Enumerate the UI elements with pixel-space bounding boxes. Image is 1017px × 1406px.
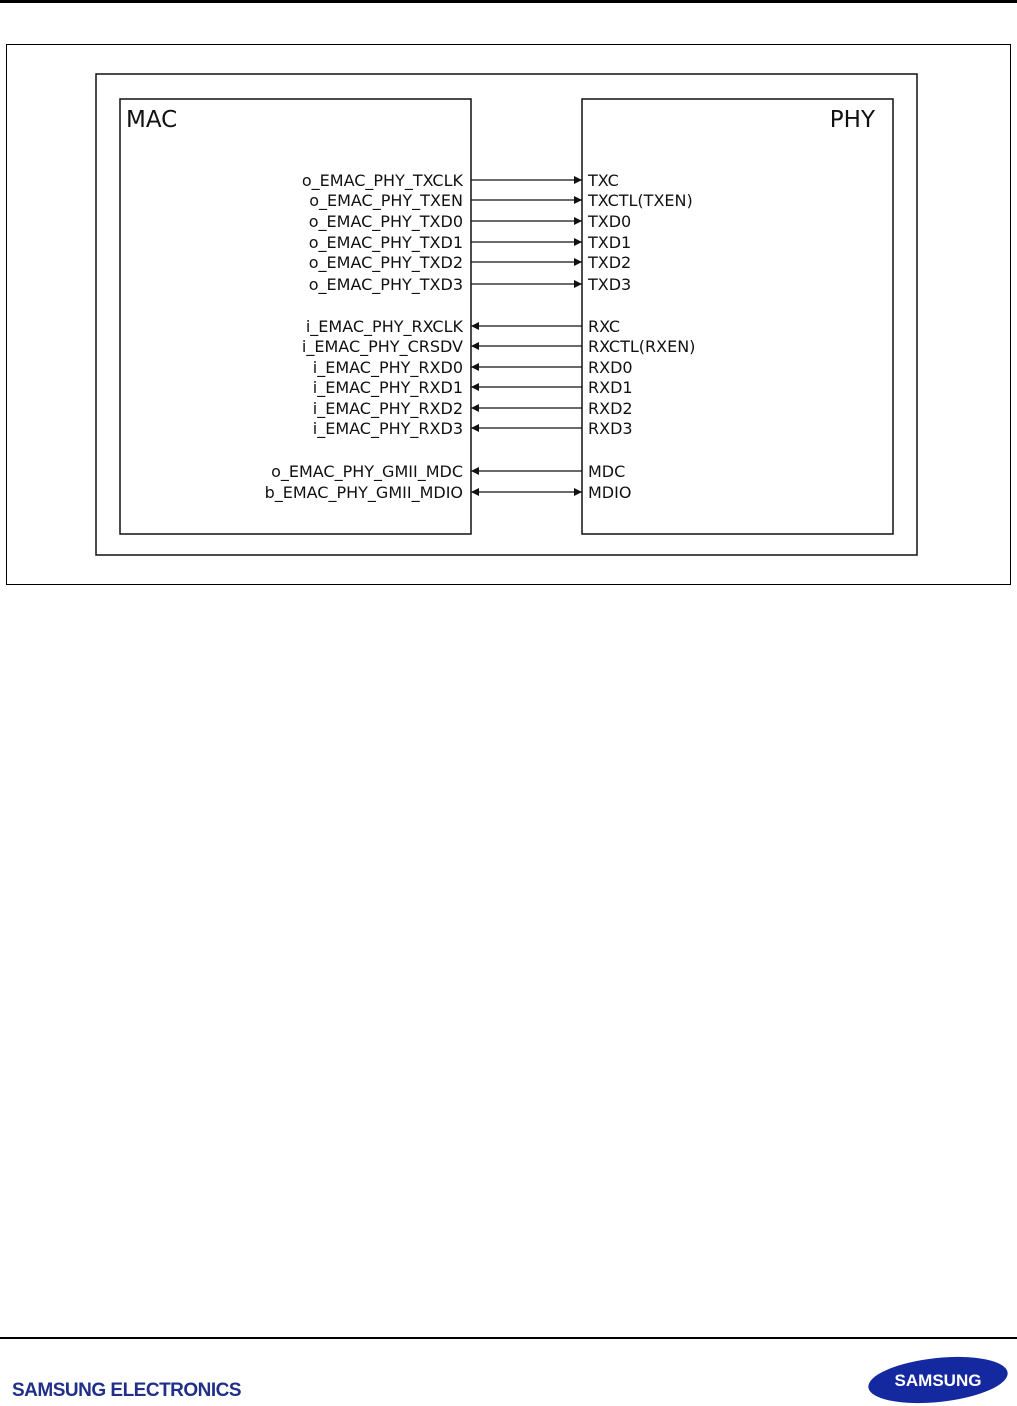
mac-signal-label: o_EMAC_PHY_TXD1 xyxy=(308,233,463,252)
signal-row xyxy=(302,337,696,357)
phy-block-title: PHY xyxy=(829,107,875,133)
signal-row xyxy=(313,378,633,398)
signal-row xyxy=(265,483,632,503)
phy-signal-label: TXD0 xyxy=(588,212,632,231)
phy-signal-label: MDIO xyxy=(588,483,632,502)
mac-signal-label: o_EMAC_PHY_TXD3 xyxy=(308,275,463,294)
mac-signal-label: i_EMAC_PHY_CRSDV xyxy=(301,337,463,356)
footer-rule xyxy=(0,1337,1017,1339)
signal-row xyxy=(313,419,633,439)
phy-signal-label: TXCTL(TXEN) xyxy=(588,191,693,210)
mac-signal-label: o_EMAC_PHY_TXEN xyxy=(309,191,463,210)
mac-phy-diagram xyxy=(0,0,1017,600)
signal-row xyxy=(302,171,619,191)
mac-signal-label: i_EMAC_PHY_RXD2 xyxy=(312,399,463,418)
phy-signal-label: RXC xyxy=(588,317,621,336)
mac-signal-label: b_EMAC_PHY_GMII_MDIO xyxy=(264,483,463,502)
signal-row xyxy=(309,212,631,232)
signal-row xyxy=(309,233,631,253)
phy-signal-label: RXD3 xyxy=(588,419,633,438)
signal-row xyxy=(309,191,693,211)
signal-row xyxy=(309,275,631,295)
mac-signal-label: o_EMAC_PHY_TXD0 xyxy=(308,212,463,231)
mac-block-title: MAC xyxy=(126,107,178,133)
phy-signal-label: TXC xyxy=(588,171,619,190)
signal-row xyxy=(309,253,631,273)
mac-signal-label: i_EMAC_PHY_RXD3 xyxy=(312,419,463,438)
mac-signal-label: i_EMAC_PHY_RXCLK xyxy=(305,317,463,336)
mac-signal-label: o_EMAC_PHY_TXCLK xyxy=(301,171,463,190)
samsung-logo xyxy=(866,1356,1010,1404)
phy-signal-label: TXD3 xyxy=(588,275,632,294)
footer-company-name: SAMSUNG ELECTRONICS xyxy=(12,1380,242,1401)
phy-signal-label: TXD2 xyxy=(588,253,632,272)
phy-signal-label: TXD1 xyxy=(588,233,632,252)
signal-row xyxy=(313,358,633,378)
samsung-logo-wordmark: SAMSUNG xyxy=(894,1371,982,1390)
signal-row xyxy=(271,462,625,482)
phy-block xyxy=(582,99,893,534)
signal-row xyxy=(313,399,633,419)
mac-signal-label: o_EMAC_PHY_TXD2 xyxy=(308,253,463,272)
phy-signal-label: RXD1 xyxy=(588,378,633,397)
mac-signal-label: o_EMAC_PHY_GMII_MDC xyxy=(271,462,463,481)
diagram-outer-border xyxy=(96,74,917,555)
phy-signal-label: RXCTL(RXEN) xyxy=(588,337,696,356)
phy-signal-label: RXD2 xyxy=(588,399,633,418)
signal-connections xyxy=(265,171,696,503)
mac-signal-label: i_EMAC_PHY_RXD0 xyxy=(312,358,463,377)
phy-signal-label: MDC xyxy=(588,462,626,481)
phy-signal-label: RXD0 xyxy=(588,358,633,377)
signal-row xyxy=(306,317,620,337)
mac-signal-label: i_EMAC_PHY_RXD1 xyxy=(312,378,463,397)
